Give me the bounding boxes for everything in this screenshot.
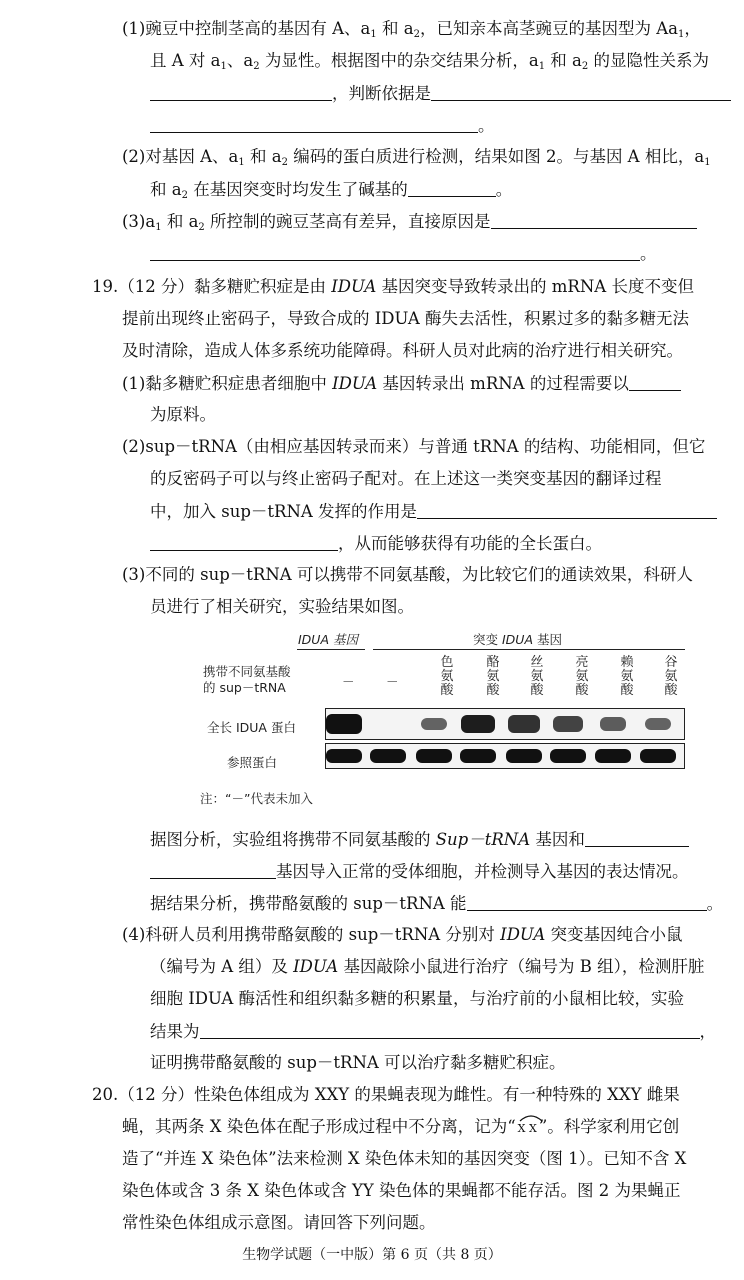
q19-part4-line2: （编号为 A 组）及 IDUA 基因敲除小鼠进行治疗（编号为 B 组），检测肝脏 xyxy=(150,957,705,976)
lane-label-tyrosine: 酪氨酸 xyxy=(486,655,500,698)
lane-label-lysine: 赖氨酸 xyxy=(620,655,634,698)
q19-analysis-line2: 基因导入正常的受体细胞，并检测导入基因的表达情况。 xyxy=(150,860,689,883)
gel-full-idua xyxy=(325,708,685,740)
answer-blank[interactable] xyxy=(200,1020,700,1039)
answer-blank[interactable] xyxy=(467,892,707,911)
lane-label-tryptophan: 色氨酸 xyxy=(440,655,454,698)
idua-band-8 xyxy=(645,718,671,731)
row-label-line1: 携带不同氨基酸 xyxy=(203,664,291,679)
answer-blank[interactable] xyxy=(150,242,640,261)
answer-blank[interactable] xyxy=(629,372,681,391)
reference-band-2 xyxy=(370,749,406,763)
lane-label-serine: 丝氨酸 xyxy=(530,655,544,698)
q20-line1: 20.（12 分）性染色体组成为 XXY 的果蝇表现为雌性。有一种特殊的 XXY 雌果 xyxy=(92,1085,680,1104)
figure-note: 注：“－”代表未加入 xyxy=(200,791,313,806)
q19-part2-line3: 中，加入 sup－tRNA 发挥的作用是 xyxy=(150,500,717,523)
answer-blank[interactable] xyxy=(150,82,332,101)
idua-band-7 xyxy=(600,717,626,730)
q19-stem-line3: 及时清除，造成人体多系统功能障碍。科研人员对此病的治疗进行相关研究。 xyxy=(122,341,683,360)
q19-part3-line1: (3)不同的 sup－tRNA 可以携带不同氨基酸，为比较它们的通读效果，科研人 xyxy=(122,565,693,584)
q20-line3: 造了“并连 X 染色体”法来检测 X 染色体未知的基因突变（图 1）。已知不含 X xyxy=(122,1149,687,1168)
page-footer: 生物学试题（一中版）第 6 页（共 8 页） xyxy=(242,1247,502,1263)
q19-part2-line1: (2)sup－tRNA（由相应基因转录而来）与普通 tRNA 的结构、功能相同，但它 xyxy=(122,437,706,456)
answer-blank[interactable] xyxy=(408,178,496,197)
q18-part2-line2: 和 $a_2$ 在基因突变时均发生了碱基的 。 xyxy=(150,180,513,201)
reference-band-3 xyxy=(416,749,452,763)
answer-blank[interactable] xyxy=(431,82,731,101)
figure-header-idua: IDUA 基因 xyxy=(298,632,358,647)
q18-part1-line2: 且 A 对 $a_1$、$a_2$ 为显性。根据图中的杂交结果分析，$a_1$ 和 $a_2$ 的显隐性关系为 xyxy=(150,51,710,72)
q19-stem-line2: 提前出现终止密码子，导致合成的 IDUA 酶失去活性，积累过多的黏多糖无法 xyxy=(122,309,690,328)
q19-part1-line1: (1)黏多糖贮积症患者细胞中 IDUA 基因转录出 mRNA 的过程需要以 xyxy=(122,372,681,395)
q18-part3-line2: 。 xyxy=(150,242,657,265)
q19-part4-line1: (4)科研人员利用携带酪氨酸的 sup－tRNA 分别对 IDUA 突变基因纯合小鼠 xyxy=(122,925,683,944)
lane-label-leucine: 亮氨酸 xyxy=(575,655,589,698)
q19-part4-line4: 结果为 ， xyxy=(150,1022,716,1041)
reference-band-8 xyxy=(640,749,676,763)
answer-blank[interactable] xyxy=(417,500,717,519)
q19-stem-line1: 19.（12 分）黏多糖贮积症是由 IDUA 基因突变导致转录出的 mRNA 长度不变但 xyxy=(92,277,694,296)
gel-reference xyxy=(325,743,685,769)
q18-part2-line1: (2)对基因 A、$a_1$ 和 $a_2$ 编码的蛋白质进行检测，结果如图 2。与基因 A 相比，$a_1$ xyxy=(122,147,711,168)
reference-band-7 xyxy=(595,749,631,763)
idua-band-1 xyxy=(326,714,362,734)
answer-blank[interactable] xyxy=(150,860,276,879)
reference-band-6 xyxy=(550,749,586,763)
q19-part4-line3: 细胞 IDUA 酶活性和组织黏多糖的积累量，与治疗前的小鼠相比较，实验 xyxy=(150,989,685,1008)
q18-part1-line4: 。 xyxy=(150,114,495,137)
q19-part2-line4: ，从而能够获得有功能的全长蛋白。 xyxy=(150,532,602,555)
answer-blank[interactable] xyxy=(150,532,338,551)
answer-blank[interactable] xyxy=(491,210,697,229)
answer-blank[interactable] xyxy=(585,828,689,847)
q19-part4-line5: 证明携带酪氨酸的 sup－tRNA 可以治疗黏多糖贮积症。 xyxy=(150,1053,566,1072)
lane-dash-1: － xyxy=(342,674,355,689)
reference-band-4 xyxy=(460,749,496,763)
q19-part1-line2: 为原料。 xyxy=(150,405,216,424)
q18-part3-line1: $(3)a_1$ 和 $a_2$ 所控制的豌豆茎高有差异，直接原因是 xyxy=(122,210,697,239)
western-blot-figure xyxy=(185,622,705,812)
q19-part3-line2: 员进行了相关研究，实验结果如图。 xyxy=(150,597,414,616)
band-label-reference: 参照蛋白 xyxy=(227,755,278,770)
answer-blank[interactable] xyxy=(150,114,478,133)
idua-band-6 xyxy=(553,716,583,732)
reference-band-1 xyxy=(326,749,362,763)
reference-band-5 xyxy=(506,749,542,763)
lane-label-glutamate: 谷氨酸 xyxy=(664,655,678,698)
q20-line2: 蝇，其两条 X 染色体在配子形成过程中不分离，记为“ X X ”。科学家利用它创 xyxy=(122,1116,679,1140)
q18-part1-line1: (1)豌豆中控制茎高的基因有 A、$a_1$ 和 $a_2$，已知亲本高茎豌豆的基因型为 $Aa_1$， xyxy=(122,19,701,40)
idua-band-3 xyxy=(421,718,447,731)
idua-band-5 xyxy=(508,715,540,732)
q20-line4: 染色体或含 3 条 X 染色体或含 YY 染色体的果蝇都不能存活。图 2 为果蝇正 xyxy=(122,1181,681,1200)
lane-dash-2: － xyxy=(386,674,399,689)
idua-band-4 xyxy=(461,715,495,734)
row-label-line2: 的 sup－tRNA xyxy=(203,680,286,695)
header-underline-left xyxy=(297,649,365,650)
q19-part2-line2: 的反密码子可以与终止密码子配对。在上述这一类突变基因的翻译过程 xyxy=(150,469,662,488)
q20-line5: 常性染色体组成示意图。请回答下列问题。 xyxy=(122,1213,436,1232)
q18-part1-line3: ，判断依据是 xyxy=(150,82,731,105)
arc-icon xyxy=(518,1114,544,1122)
band-label-full-idua: 全长 IDUA 蛋白 xyxy=(207,720,296,735)
header-underline-right xyxy=(373,649,685,650)
q19-analysis-line3: 据结果分析，携带酪氨酸的 sup－tRNA 能 。 xyxy=(150,894,724,913)
figure-header-mutant: 突变 IDUA 基因 xyxy=(473,632,562,647)
q19-analysis-line1: 据图分析，实验组将携带不同氨基酸的 Sup－tRNA 基因和 xyxy=(150,828,689,851)
attached-x-symbol: X X xyxy=(516,1118,539,1140)
